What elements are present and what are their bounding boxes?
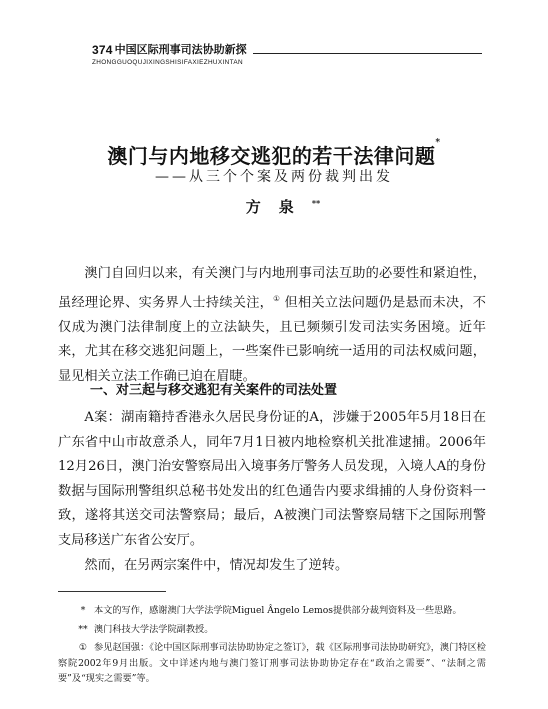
running-header bbox=[92, 41, 482, 66]
paragraph-case-a: A案：湖南籍持香港永久居民身份证的A，涉嫌于2005年5月18日在广东省中山市故意杀人，同年7月1日被内地检察机关批准逮捕。2006年12月26日，澳门治安警察局出入境事务厅警务人员发现，入境人A的身份数据与国际刑警组织总秘书处发出的红色通告内要求缉捕的人身份资料一致，遂将其送交司法警察局；最后，A被澳门司法警察局辖下之国际刑警支局移送广东省公安厅。 bbox=[58, 410, 486, 548]
footnote-mark: ** bbox=[78, 623, 88, 635]
series-title: 中国区际刑事司法协助新探 bbox=[114, 44, 247, 56]
article-subtitle: ——从三个个案及两份裁判出发 bbox=[155, 169, 393, 185]
footnote-separator bbox=[58, 591, 166, 592]
header-top-line bbox=[92, 41, 482, 57]
header-rule bbox=[253, 53, 482, 54]
page-number: 374 bbox=[92, 43, 113, 57]
title-footnote-mark: * bbox=[435, 138, 441, 148]
footnote-ref-1: ① bbox=[273, 293, 281, 303]
footnote-mark: * bbox=[80, 605, 86, 616]
footnote-text: 参见赵国强：《论中国区际刑事司法协助协定之签订》，载《区际刑事司法协助研究》，澳门特区检察院2002年9月出版。文中详述内地与澳门签订刑事司法协助协定存在“政治之需要”、“法制之需要”及“现实之需要”等。 bbox=[58, 642, 486, 684]
article-title bbox=[0, 140, 548, 169]
footnote-mark: ① bbox=[78, 642, 88, 653]
paragraph-transition: 然而，在另两宗案件中，情况却发生了逆转。 bbox=[84, 558, 349, 573]
author-footnote-mark: ** bbox=[311, 198, 321, 208]
footnote-item bbox=[58, 622, 486, 638]
footnote-text: 本文的写作，感谢澳门大学法学院Miguel Ângelo Lemos提供部分裁判资料及一些思路。 bbox=[94, 605, 462, 616]
paragraph-intro-part1: 澳门自回归以来，有关澳门与内地刑事司法互助的必要性和紧迫性，虽经理论界、实务界人士持续关注， bbox=[58, 266, 486, 310]
author-name: 方泉 bbox=[245, 198, 312, 216]
footnote-text: 澳门科技大学法学院副教授。 bbox=[94, 623, 214, 635]
section-heading: 一、对三起与移交逃犯有关案件的司法处置 bbox=[90, 382, 338, 397]
author bbox=[0, 196, 548, 217]
series-pinyin: ZHONGGUOQUJIXINGSHISIFAXIEZHUXINTAN bbox=[92, 59, 243, 66]
footnotes bbox=[58, 603, 486, 690]
footnote-item bbox=[58, 603, 486, 619]
paragraph-intro-part2: 但相关立法问题仍是悬而未决，不仅成为澳门法律制度上的立法缺失，且已频频引发司法实务困境。近年来，尤其在移交逃犯问题上，一些案件已影响统一适用的司法权威问题，显见相关立法工作确已迫在眉睫。 bbox=[58, 294, 486, 384]
footnote-item bbox=[58, 640, 486, 687]
article-title-text: 澳门与内地移交逃犯的若干法律问题 bbox=[107, 144, 436, 168]
paragraph-intro bbox=[58, 262, 486, 389]
